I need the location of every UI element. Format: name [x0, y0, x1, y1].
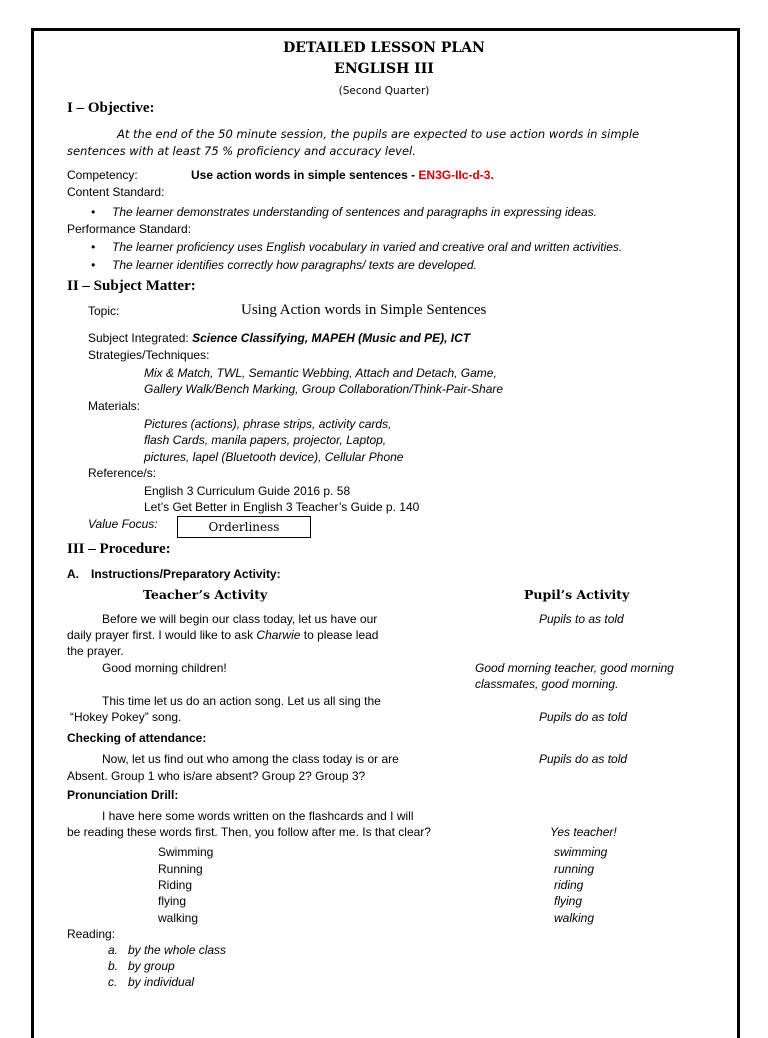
subject-title: ENGLISH III	[334, 61, 434, 77]
reference-1: English 3 Curriculum Guide 2016 p. 58	[144, 484, 351, 498]
word-pupil-5: walking	[554, 911, 595, 925]
word-teacher-1: Swimming	[158, 845, 214, 859]
attendance-line-1: Now, let us find out who among the class today is or are	[102, 752, 399, 766]
reading-item-b: by group	[128, 959, 175, 973]
strategies-line-2: Gallery Walk/Bench Marking, Group Collaboration/Think-Pair-Share	[144, 382, 504, 396]
value-focus-box: Orderliness	[177, 516, 311, 538]
prayer-response: Pupils to as told	[539, 612, 624, 626]
quarter-label: (Second Quarter)	[338, 85, 430, 97]
word-pupil-1: swimming	[554, 845, 608, 859]
reference-2: Let’s Get Better in English 3 Teacher’s Guide p. 140	[144, 500, 420, 514]
drill-line-1: I have here some words written on the flashcards and I will	[102, 809, 414, 823]
document-title: DETAILED LESSON PLAN	[283, 40, 485, 56]
performance-standard-item-2: • The learner identifies correctly how paragraphs/ texts are developed.	[112, 258, 477, 272]
song-line-2: “Hokey Pokey” song.	[70, 710, 182, 724]
objective-line-1: At the end of the 50 minute session, the pupils are expected to use action words in simple	[117, 127, 640, 141]
attendance-heading: Checking of attendance:	[67, 731, 207, 745]
procedure-heading: III – Procedure:	[67, 541, 171, 557]
content-standard-item: • The learner demonstrates understanding of sentences and paragraphs in expressing ideas.	[112, 205, 597, 219]
attendance-line-2: Absent. Group 1 who is/are absent? Group 2? Group 3?	[67, 769, 366, 783]
topic-label: Topic:	[88, 304, 120, 318]
objective-heading: I – Objective:	[67, 100, 155, 116]
subject-integrated	[88, 331, 470, 345]
prayer-line-3: the prayer.	[67, 644, 124, 658]
word-teacher-2: Running	[158, 862, 203, 876]
materials-line-3: pictures, lapel (Bluetooth device), Cellular Phone	[144, 450, 404, 464]
materials-label: Materials:	[88, 399, 141, 413]
strategies-label: Strategies/Techniques:	[88, 348, 210, 362]
word-teacher-4: flying	[158, 894, 187, 908]
objective-line-2: sentences with at least 75 % proficiency and accuracy level.	[67, 144, 416, 158]
competency-text: Use action words in simple sentences -	[191, 168, 419, 182]
materials-line-1: Pictures (actions), phrase strips, activity cards,	[144, 417, 392, 431]
performance-standard-item-1: • The learner proficiency uses English vocabulary in varied and creative oral and written activities.	[112, 240, 622, 254]
competency-code: EN3G-IIc-d-3.	[418, 168, 494, 182]
greeting: Good morning children!	[102, 661, 227, 675]
reading-letter-c: c.	[108, 975, 118, 989]
subject-matter-heading: II – Subject Matter:	[67, 278, 196, 294]
greeting-response-line-2: classmates, good morning.	[475, 677, 619, 691]
word-pupil-3: riding	[554, 878, 584, 892]
word-pupil-2: running	[554, 862, 595, 876]
pupil-activity-header: Pupil’s Activity	[524, 587, 630, 602]
word-pupil-4: flying	[554, 894, 583, 908]
prayer-text: daily prayer first. I would like to ask	[67, 628, 257, 642]
value-focus-label: Value Focus:	[88, 517, 158, 531]
greeting-response-line-1: Good morning teacher, good morning	[475, 661, 674, 675]
attendance-response: Pupils do as told	[539, 752, 628, 766]
competency-label: Competency:	[67, 168, 138, 182]
prayer-text-end: to please lead	[300, 628, 379, 642]
content-standard-label: Content Standard:	[67, 185, 165, 199]
references-label: Reference/s:	[88, 466, 157, 480]
word-teacher-3: Riding	[158, 878, 193, 892]
prayer-leader-name: Charwie	[256, 628, 301, 642]
pronunciation-drill-heading: Pronunciation Drill:	[67, 788, 179, 802]
reading-item-c: by individual	[128, 975, 195, 989]
reading-item-a: by the whole class	[128, 943, 227, 957]
prayer-line-1: Before we will begin our class today, let us have our	[102, 612, 378, 626]
preparatory-activity-heading: A. Instructions/Preparatory Activity:	[67, 567, 281, 581]
performance-standard-label: Performance Standard:	[67, 222, 192, 236]
topic-value: Using Action words in Simple Sentences	[241, 302, 487, 318]
reading-label: Reading:	[67, 927, 116, 941]
materials-line-2: flash Cards, manila papers, projector, Laptop,	[144, 433, 387, 447]
drill-line-2: be reading these words first. Then, you follow after me. Is that clear?	[67, 825, 431, 839]
word-teacher-5: walking	[158, 911, 199, 925]
reading-letter-a: a.	[108, 943, 119, 957]
song-line-1: This time let us do an action song. Let us all sing the	[102, 694, 381, 708]
teacher-activity-header: Teacher’s Activity	[143, 587, 268, 602]
reading-letter-b: b.	[108, 959, 119, 973]
strategies-line-1: Mix & Match, TWL, Semantic Webbing, Attach and Detach, Game,	[144, 366, 497, 380]
song-response: Pupils do as told	[539, 710, 628, 724]
drill-response: Yes teacher!	[550, 825, 617, 839]
subject-integrated-value: Science Classifying, MAPEH (Music and PE), ICT	[192, 331, 471, 345]
subject-integrated-label: Subject Integrated:	[88, 331, 193, 345]
prayer-line-2	[67, 628, 378, 642]
competency-value	[191, 168, 494, 182]
